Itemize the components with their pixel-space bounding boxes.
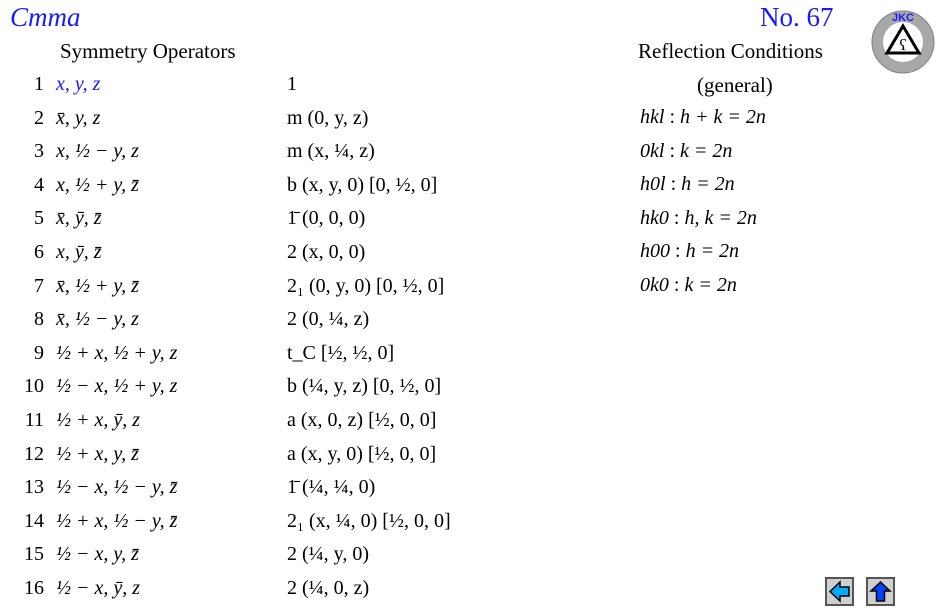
separator: : (670, 240, 686, 263)
operator-coordinates: x̄, ȳ, z̄ (56, 207, 102, 230)
reflection-plane: hkl (640, 106, 665, 128)
operator-row (0, 170, 600, 204)
operator-number: 13 (24, 476, 44, 499)
reflection-condition: h = 2n (685, 240, 740, 263)
operator-row (0, 472, 600, 506)
operator-coordinates: x, ½ + y, z̄ (56, 173, 139, 196)
operator-row (0, 304, 600, 338)
reflection-condition-row (640, 207, 757, 237)
operator-coordinates: ½ − x, ½ − y, z̄ (56, 476, 178, 499)
operator-row (0, 271, 600, 305)
operator-row (0, 405, 600, 439)
operator-coordinates: ½ + x, ½ + y, z (56, 341, 178, 364)
operator-symbol: 2 (¼, 0, z) (287, 577, 370, 599)
operator-row (0, 237, 600, 271)
operator-coordinates: x, ȳ, z̄ (56, 241, 102, 263)
operator-symbol: a (x, 0, z) [½, 0, 0] (287, 409, 437, 431)
reflection-plane: h00 (640, 240, 670, 263)
reflection-condition-row (640, 173, 735, 203)
operator-coordinates: x̄, ½ + y, z̄ (56, 274, 139, 297)
operator-row (0, 539, 600, 573)
operator-coordinates: x, y, z (56, 73, 101, 95)
space-group-number: No. 67 (760, 2, 834, 32)
jkc-logo (870, 9, 936, 75)
operator-symbol: 1̄ (¼, ¼, 0) (287, 476, 376, 499)
operator-symbol: 2 (0, ¼, z) (287, 308, 370, 331)
arrow-up-icon (869, 580, 892, 603)
operator-symbol: 2 (x, 0, 0) (287, 241, 366, 263)
operator-number: 10 (24, 375, 44, 398)
operator-row (0, 203, 600, 237)
operator-symbol: 1̄ (0, 0, 0) (287, 207, 366, 230)
operator-symbol: m (x, ¼, z) (287, 140, 375, 163)
operator-symbol: m (0, y, z) (287, 106, 369, 129)
operator-number: 3 (34, 140, 44, 163)
operator-row (0, 573, 600, 607)
operator-number: 14 (24, 509, 44, 532)
operator-row (0, 506, 600, 540)
operator-coordinates: ½ − x, ½ + y, z (56, 375, 178, 398)
reflection-condition-row (640, 274, 737, 304)
operator-symbol: 2₁ (0, y, 0) [0, ½, 0] (287, 274, 445, 297)
reflection-plane: hk0 (640, 206, 669, 229)
operator-symbol: b (¼, y, z) [0, ½, 0] (287, 375, 442, 398)
operator-number: 8 (34, 308, 44, 331)
reflection-condition: h + k = 2n (680, 106, 766, 128)
operator-row (0, 338, 600, 372)
operator-number: 15 (24, 543, 44, 566)
operator-number: 7 (34, 274, 44, 297)
reflection-condition: k = 2n (684, 274, 737, 296)
reflection-condition: h = 2n (681, 173, 735, 196)
separator: : (664, 139, 680, 162)
operator-coordinates: ½ − x, y, z̄ (56, 543, 139, 566)
reflection-condition-row (640, 106, 766, 136)
operator-symbol: 2 (¼, y, 0) (287, 543, 370, 566)
operator-symbol: 2₁ (x, ¼, 0) [½, 0, 0] (287, 509, 451, 532)
separator: : (668, 274, 685, 296)
operator-coordinates: ½ − x, ȳ, z (56, 577, 141, 599)
operator-number: 6 (34, 241, 44, 263)
general-label: (general) (697, 73, 773, 97)
reflection-condition: h, k = 2n (684, 206, 757, 229)
reflection-plane: h0l (640, 173, 666, 196)
up-button[interactable] (866, 577, 895, 606)
reflection-conditions-heading: Reflection Conditions (638, 39, 823, 63)
operator-number: 2 (34, 106, 44, 129)
operator-symbol: a (x, y, 0) [½, 0, 0] (287, 442, 437, 465)
separator: : (664, 106, 680, 128)
operator-coordinates: x̄, ½ − y, z (56, 308, 139, 331)
operator-symbol: b (x, y, 0) [0, ½, 0] (287, 173, 438, 196)
operator-coordinates: x, ½ − y, z (56, 140, 139, 163)
operator-number: 4 (34, 173, 44, 196)
operator-number: 11 (24, 409, 44, 431)
operator-coordinates: x̄, y, z (56, 106, 101, 129)
separator: : (665, 173, 682, 196)
svg-text:ʕ: ʕ (899, 37, 907, 54)
logo-text: JKC (891, 12, 915, 24)
reflection-condition-row (640, 140, 732, 170)
arrow-left-icon (828, 580, 851, 603)
symmetry-operators-heading: Symmetry Operators (60, 39, 236, 63)
operator-number: 9 (34, 341, 44, 364)
reflection-condition: k = 2n (680, 139, 733, 162)
operator-number: 1 (34, 73, 44, 95)
operator-symbol: 1 (287, 73, 297, 95)
reflection-plane: 0k0 (640, 274, 669, 296)
operator-number: 16 (24, 577, 44, 599)
back-button[interactable] (825, 577, 854, 606)
operator-symbol: t_C [½, ½, 0] (287, 341, 395, 364)
operator-coordinates: ½ + x, ȳ, z (56, 409, 141, 431)
operator-row (0, 371, 600, 405)
operator-row (0, 103, 600, 137)
operator-number: 5 (34, 207, 44, 230)
operator-coordinates: ½ + x, ½ − y, z̄ (56, 509, 178, 532)
reflection-plane: 0kl (640, 139, 665, 162)
space-group-symbol: Cmma (10, 2, 81, 32)
operator-row (0, 136, 600, 170)
separator: : (668, 206, 685, 229)
operator-row (0, 69, 600, 103)
operator-coordinates: ½ + x, y, z̄ (56, 442, 139, 465)
reflection-condition-row (640, 240, 739, 270)
operator-number: 12 (24, 442, 44, 465)
operator-row (0, 439, 600, 473)
